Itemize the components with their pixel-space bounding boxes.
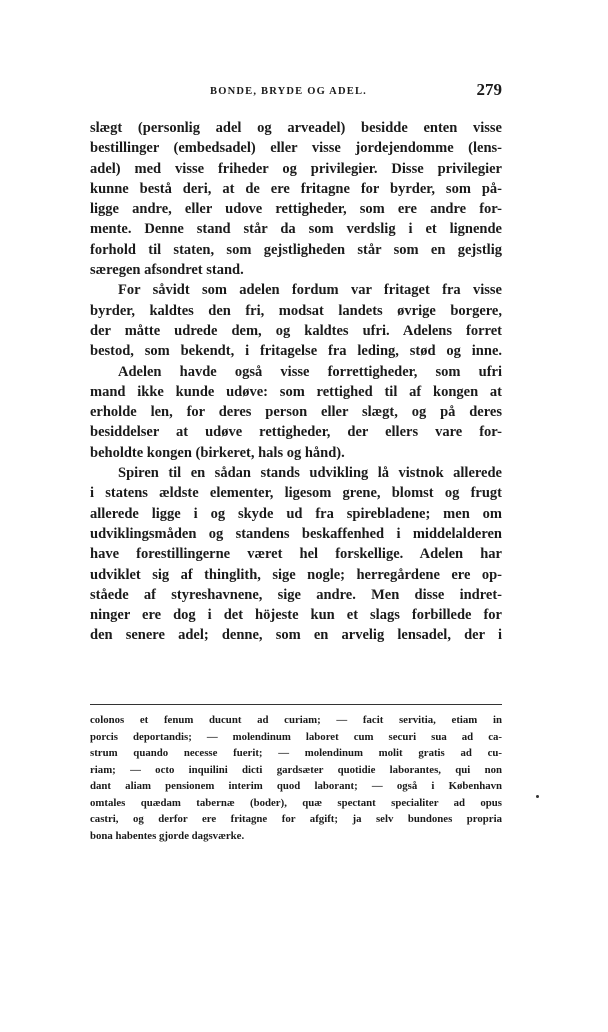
text-line: erholde len, for deres person eller slægt, og på deres: [90, 404, 502, 421]
footnote-divider: [90, 704, 502, 705]
text-line: bestillinger (embedsadel) eller visse jordejendomme (lens-: [90, 140, 502, 157]
footnote-line: castri, og derfor ere fritagne for afgift; ja selv bundones propria: [90, 813, 502, 825]
main-text: [90, 118, 502, 646]
ink-speck: [536, 795, 539, 798]
footnote: [90, 712, 502, 844]
footnote-line: dant aliam pensionem interim quod laborant; — også i København: [90, 780, 502, 792]
text-line: allerede ligge i og skyde ud fra spirebladene; men om: [90, 505, 502, 522]
text-line: mente. Denne stand står da som verdslig i et lignende: [90, 221, 502, 238]
text-line: der måtte udrede dem, og kaldtes ufri. Adelens forret: [90, 322, 502, 339]
text-line: den senere adel; denne, som en arvelig lensadel, der i: [90, 627, 502, 644]
text-line: i statens ældste elementer, ligesom grene, blomst og frugt: [90, 485, 502, 502]
footnote-line: riam; — octo inquilini dicti gardsæter quotidie laborantes, qui non: [90, 763, 502, 776]
text-line: forhold til staten, som gejstligheden står som en gejstlig: [90, 241, 502, 258]
text-line: mand ikke kunde udøve: som rettighed til af kongen at: [90, 383, 502, 400]
text-line: byrder, kaldtes den fri, modsat landets øvrige borgere,: [90, 302, 502, 319]
footnote-line: bona habentes gjorde dagsværke.: [90, 829, 245, 842]
text-line: ståede af styreshavnene, sige andre. Men disse indret-: [90, 586, 502, 603]
text-line: For såvidt som adelen fordum var fritaget fra visse: [118, 282, 502, 299]
text-line: slægt (personlig adel og arveadel) besidde enten visse: [90, 120, 502, 136]
text-line: beholdte kongen (birkeret, hals og hånd).: [90, 444, 345, 461]
text-line: kunne bestå deri, at de ere fritagne for byrder, som på-: [90, 180, 502, 197]
text-line: særegen afsondret stand.: [90, 262, 244, 279]
page-header: [90, 80, 510, 104]
text-line: Spiren til en sådan stands udvikling lå vistnok allerede: [118, 465, 502, 482]
footnote-line: colonos et fenum ducunt ad curiam; — facit servitia, etiam in: [90, 714, 502, 726]
text-line: udviklet sig af thinglith, sige nogle; herregårdene ere op-: [90, 566, 502, 583]
text-line: besiddelser at udøve rettigheder, der ellers vare for-: [90, 424, 502, 441]
text-line: ligge andre, eller udove rettigheder, som ere andre for-: [90, 201, 502, 218]
footnote-line: porcis deportandis; — molendinum laboret cum securi sua ad ca-: [90, 730, 502, 743]
text-line: have forestillingerne været hel forskellige. Adelen har: [90, 546, 502, 563]
running-head: BONDE, BRYDE OG ADEL.: [210, 86, 367, 97]
footnote-line: strum quando necesse fuerit; — molendinum molit gratis ad cu-: [90, 747, 502, 759]
footnote-line: omtales quædam tabernæ (boder), quæ spectant specialiter ad opus: [90, 796, 502, 809]
page-number: 279: [476, 80, 502, 99]
text-line: bestod, som bekendt, i fritagelse fra leding, stød og inne.: [90, 343, 502, 360]
text-line: ninger ere dog i det höjeste kun et slags forbillede for: [90, 607, 502, 624]
text-line: udviklingsmåden og standens beskaffenhed i middelalderen: [90, 525, 502, 542]
text-line: Adelen havde også visse forrettigheder, som ufri: [118, 363, 502, 380]
text-line: adel) med visse friheder og privilegier. Disse privilegier: [90, 160, 502, 177]
